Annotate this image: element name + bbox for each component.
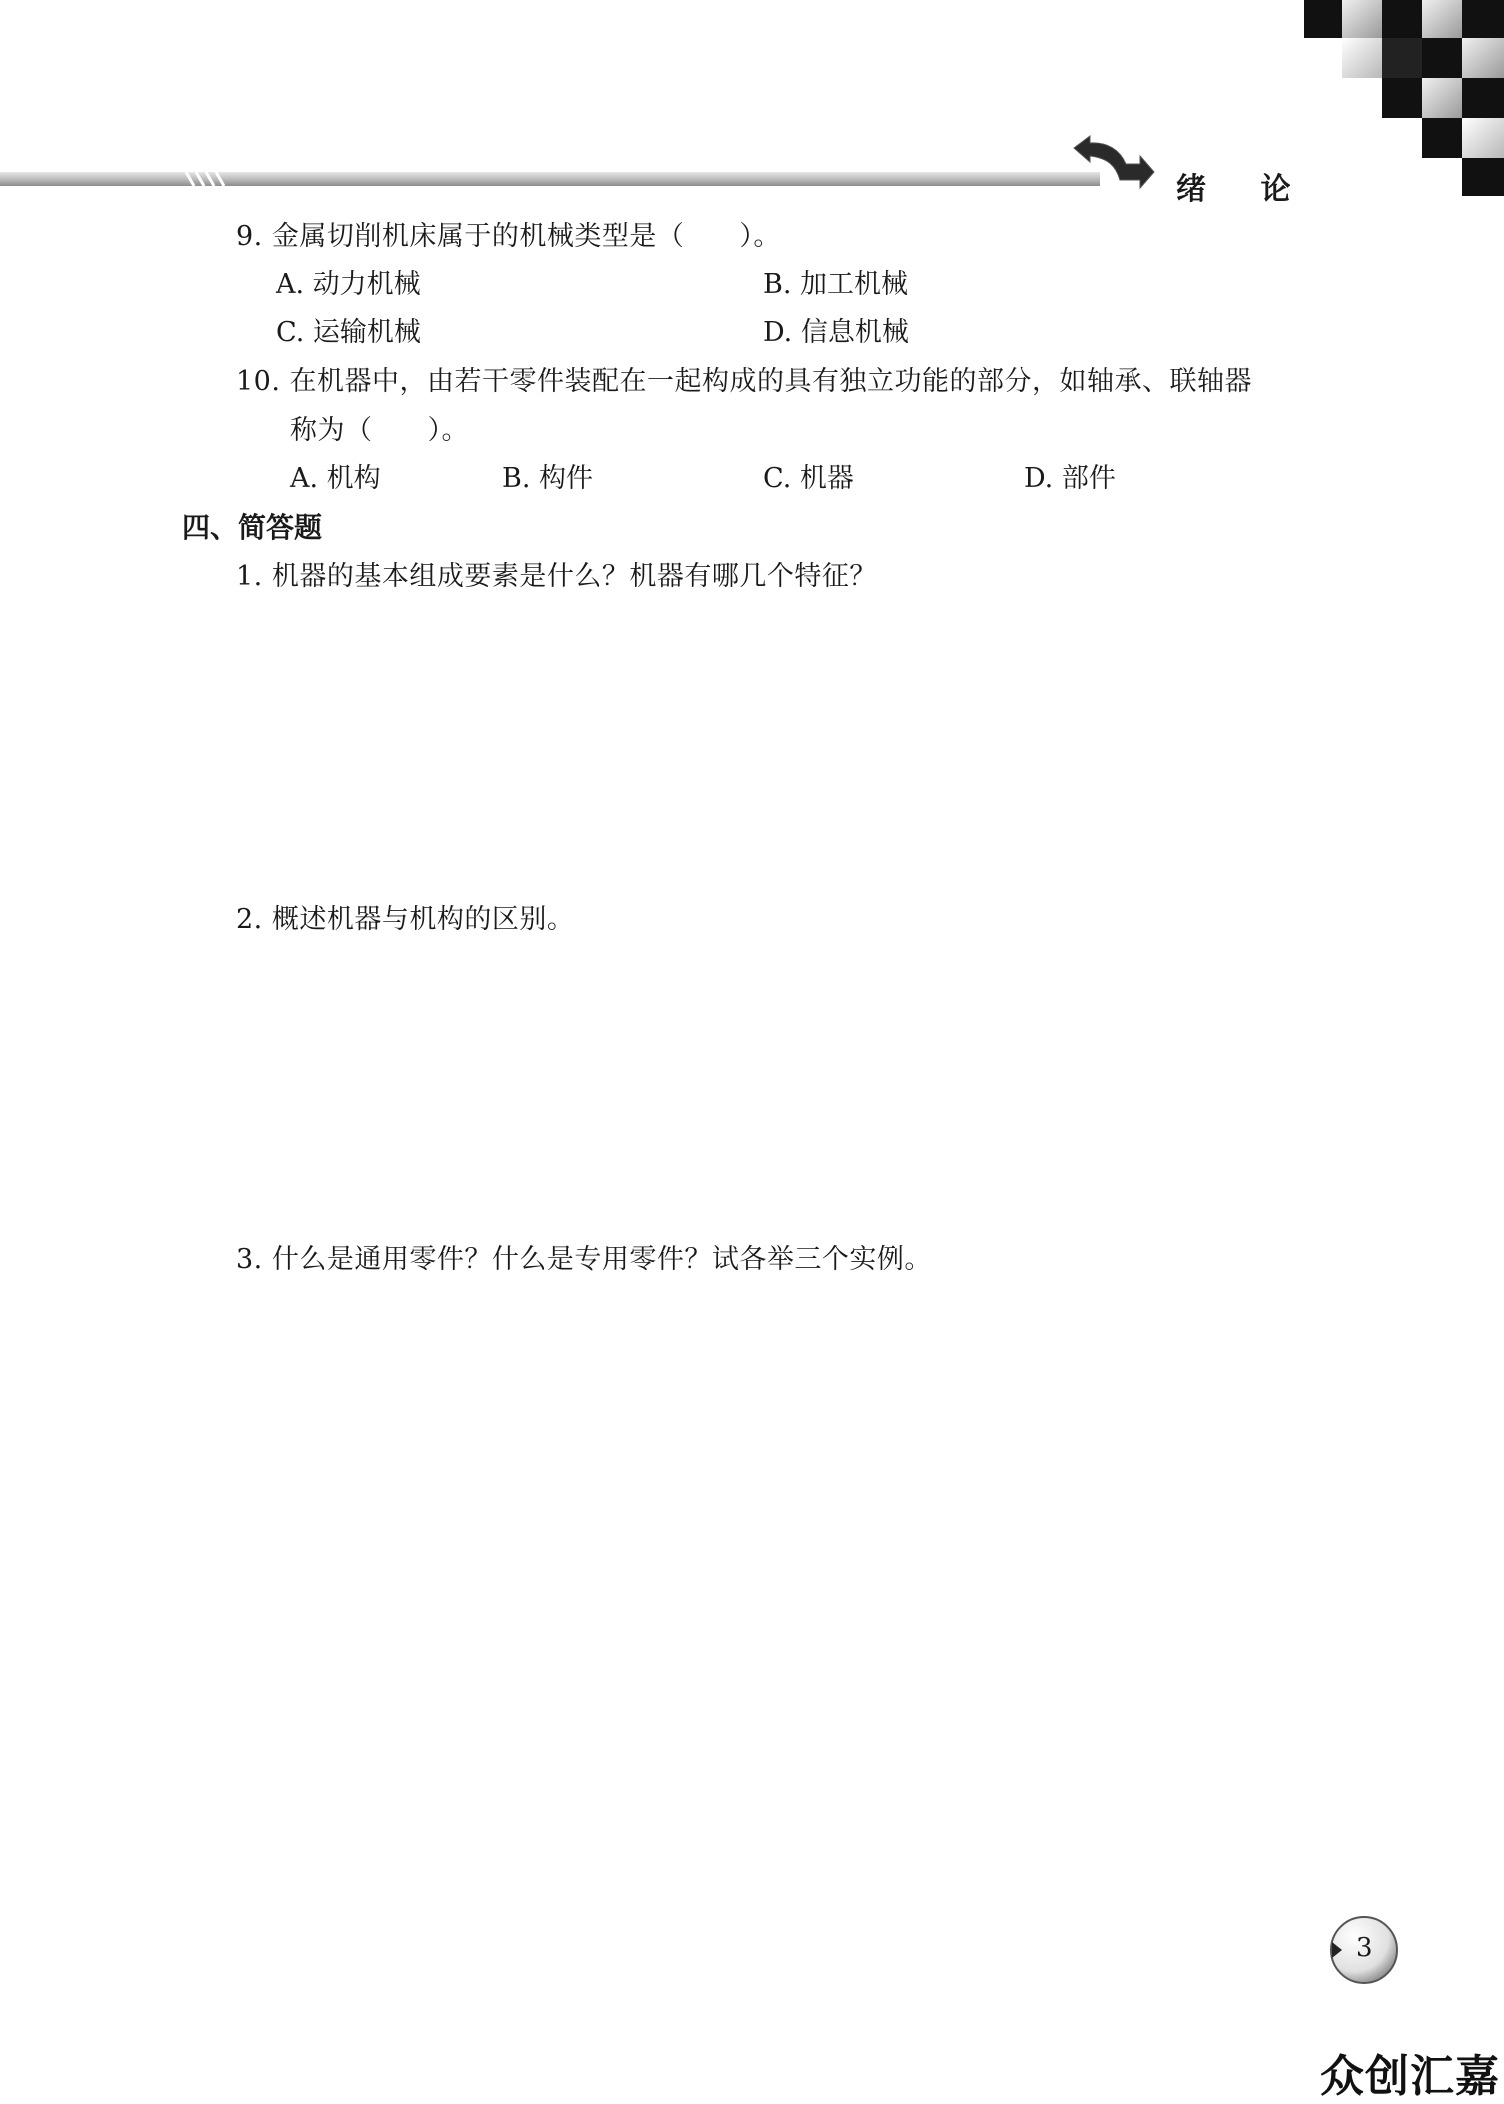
header-bar [0, 166, 1110, 194]
curved-arrow-icon [1068, 130, 1156, 200]
question-9-option-c: C. 运输机械 [276, 317, 421, 348]
short-answer-question-2: 2. 概述机器与机构的区别。 [236, 904, 575, 935]
question-10-option-c: C. 机器 [763, 463, 854, 494]
question-9-option-b: B. 加工机械 [763, 269, 909, 300]
short-answer-question-3: 3. 什么是通用零件？什么是专用零件？试各举三个实例。 [236, 1244, 932, 1275]
question-10-option-d: D. 部件 [1024, 463, 1116, 494]
question-10-option-a: A. 机构 [290, 463, 381, 494]
question-10-text: 10. 在机器中，由若干零件装配在一起构成的具有独立功能的部分，如轴承、联轴器 [236, 366, 1253, 397]
question-9-option-a: A. 动力机械 [276, 269, 421, 300]
question-9-text: 9. 金属切削机床属于的机械类型是（ ）。 [236, 221, 781, 252]
question-10-text-line2: 称为（ ）。 [290, 415, 469, 446]
question-9-option-d: D. 信息机械 [763, 317, 909, 348]
page-number: 3 [1356, 1933, 1373, 1963]
question-10-option-b: B. 构件 [502, 463, 594, 494]
short-answer-question-1: 1. 机器的基本组成要素是什么？机器有哪几个特征？ [236, 561, 877, 592]
watermark-logo: 众创汇嘉 [1320, 2051, 1500, 2102]
chapter-title: 绪 论 [1176, 172, 1313, 207]
section-title: 四、简答题 [182, 511, 323, 544]
checkerboard-decoration [1300, 0, 1504, 200]
